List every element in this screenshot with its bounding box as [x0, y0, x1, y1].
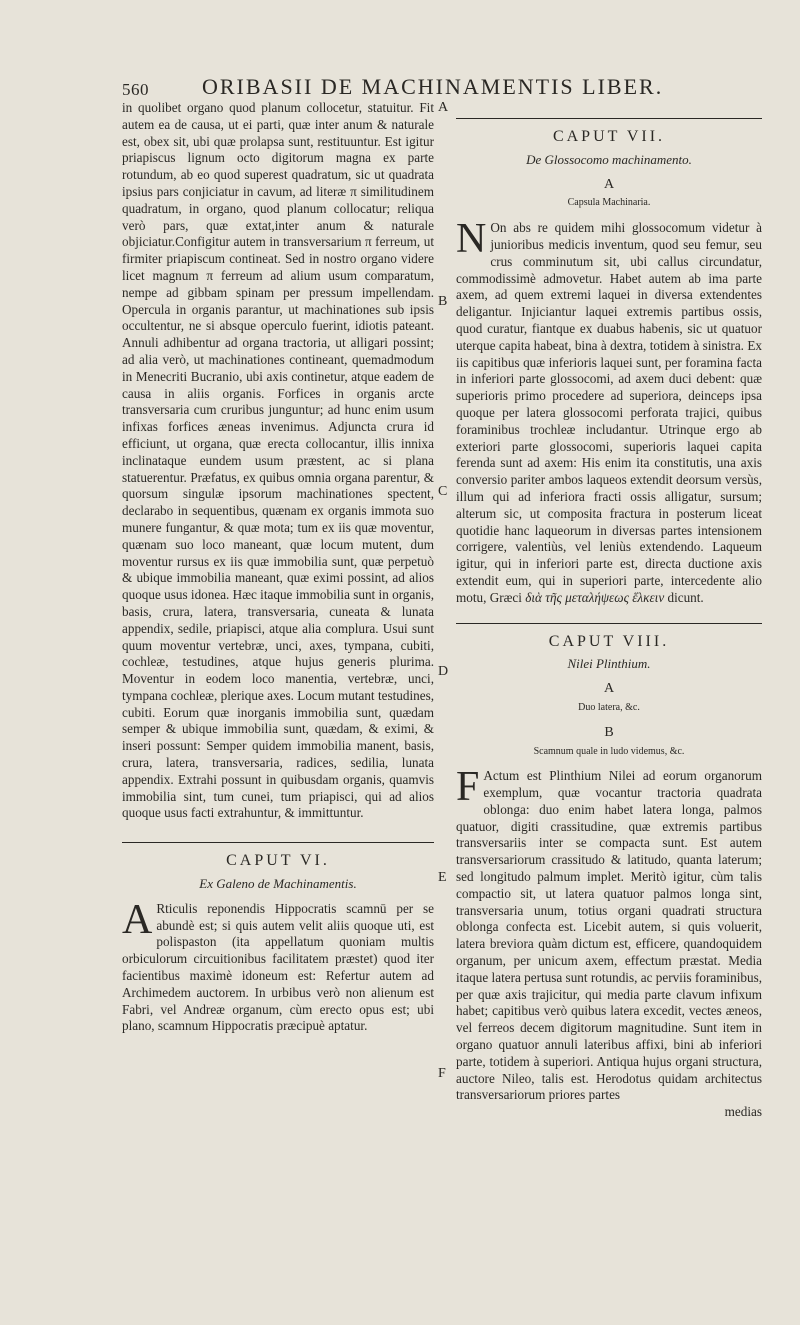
margin-letter-c: C [438, 484, 448, 499]
divider-rule [456, 118, 762, 119]
figure-b1-caption: Duo latera, &c. [578, 701, 640, 713]
chapter-7-title: CAPUT VII. [552, 128, 666, 145]
margin-letter-e: E [438, 870, 447, 885]
right-column [456, 118, 762, 1121]
greek-phrase: διὰ τῆς μεταλήψεως ἕλκειν [525, 589, 665, 605]
dropcap-a: A [122, 896, 153, 943]
left-column [122, 100, 434, 1035]
chapter-8-paragraph [456, 764, 762, 1104]
figure-a-caption: Capsula Machinaria. [567, 197, 651, 209]
chapter-6-title: CAPUT VI. [226, 852, 330, 870]
divider-rule [456, 623, 762, 624]
margin-letter-f: F [438, 1066, 446, 1081]
chapter-6-text: Rticulis reponendis Hippocratis scamnū per se abundè est; si quis autem velit aliis quoque uti, est polispaston (ita appellatum quoniam multis orbiculorum circuitionibus facilitatem præstet) quod iter facientibus maximè idoneum est: Refertur autem ad Archimedem auctorem. In urbibus verò non alienum est Fabri, vel Andreæ organum, cùm erecto opus est; ubi plano, scamnum Hippocratis præcipuè aptatur. [122, 900, 434, 1034]
running-head: ORIBASII DE MACHINAMENTIS LIBER. [202, 74, 664, 99]
dropcap-n: N [456, 216, 487, 263]
page-number: 560 [122, 80, 149, 99]
catchword: medias [724, 1104, 762, 1120]
margin-letter-b: B [438, 294, 448, 309]
figure-b2-caption: Scamnum quale in ludo videmus, &c. [533, 745, 685, 757]
chapter-8-title: CAPUT VIII. [548, 632, 670, 650]
chapter-6-paragraph [122, 896, 434, 1035]
chapter-7-text-end: dicunt. [667, 589, 704, 605]
chapter-7-paragraph [456, 216, 762, 606]
figure-b2-letter: B [604, 724, 614, 740]
left-text-continued: in quolibet organo quod planum collocetur, statuitur. Fit autem ea de causa, ut ei parti, quæ inter anum & naturale est, obex sit, ubi quæ prolapsa sunt, restituuntur. Est igitur priapiscus lignum octo digitorum magna ex parte rotundum, ab eo quod superest quadratum, sic ut quadrata ipsius pars conjiciatur in cavum, ad literæ π similitudinem quadratum, in organo, quod planum collocatur; reliqua verò pars, quæ extat,inter anum & naturale objiciatur.Configitur autem in transversarium π ferreum, ut firmiter priapiscum contineat. Sed in nostro organo videre licet magnum π ferreum ad alium usum comparatum, nempe ad gibbam spinam per pressum impellendam. Opercula in organis parantur, ut machinationes sub ipsis occultentur, ne si absque operculo fuerint, idiotis pateant. Annuli adhibentur ad organa tractoria, ut alligari possint; ad alia verò, ut machinationes contineant, quemadmodum in Menecriti Bucranio, ubi axis continetur, atque eadem de causa in aliis organis. Forfices in organis arcte transversaria cum cruribus junguntur; ad hunc enim usum infixas forfices æneas invenimus. Adjuncta crura id efficiunt, ut organa, quæ erecta collocantur, illis innixa inclinataque eundem usum præstent, ac si plana statuerentur. Præfatus, ex quibus omnia organa parentur, & quorsum singulæ ipsorum machinationes spectent, declarabo in sequentibus, quænam ex organis immota suo munere fungantur, & quæ mota; tum ex iis quæ moventur, quænam suo loco maneant, quæ locum mutent, dum moventur rursus ex iis quæ immobilia sunt, quæ perpetuò & ubique immobilia maneant, quæ eximi possint, ad alios quoque usus idonea. Hæc itaque immobilia sunt in organis, basis, crura, latera, transversaria, cuneata & lunata appendix, sedile, priapisci, atque alia complura. Usui sunt quum moventur vertebræ, unci, axes, tympana, cubiti, cochleæ, testudines, atque hujus generis plurima. Moventur in eodem loco manentia, vertebræ, unci, tympana cochleæ, plerique axes. Locum mutant testudines, cubiti. Eorum quæ inorganis immobilia sunt, quædam semper & ubique immobilia sunt, quædam, & eximi, & inseri possunt: Semper quidem immobilia manent, basis, crura, latera, transversaria, radices, sedilia, lunata appendix. Extrahi possunt in quibusdam organis, quamvis immobilia sint, tum cunei, tum priapisci, qui ad alios quoque usus facti extrahuntur, & immittuntur. [122, 100, 434, 821]
divider-rule [122, 842, 434, 843]
figure-b1-letter: A [603, 681, 615, 697]
chapter-6-subtitle: Ex Galeno de Machinamentis. [199, 876, 357, 892]
figure-a-letter: A [603, 176, 615, 192]
margin-letter-d: D [438, 664, 449, 679]
chapter-7-text: On abs re quidem mihi glossocomum videtur à junioribus medicis inventum, quod seu femur, seu crus comminutum sit, ubi callus circundatur, commodissimè admovetur. Habet autem ab ima parte axem, ad quem extremi laquei in diversa extendentes deligantur. Injiciantur laquei extremis partibus ossis, quod curatur, fiantque ex duabus habenis, sic ut quatuor uterque capita habeat, bina à dextra, totidem à sinistra. Ex iis capitibus quæ inferioris laquei sunt, per foramina facta in inferiori parte glossocomi, ad axem duci debent: quæ superioris primo procedere ad superiora, deinceps ipsa quoque per latera glossocomi perforata trajici, quibus foraminibus trochleæ includantur. Utrinque ergo ab exteriori parte glossocomi, superioris laquei capita ferenda sunt ad axem: His enim ita constitutis, una axis conversio pariter ambos laqueos extendit deorsum versùs, illum qui ad inferiora fracti ossis alligatur, sursum; alterum sic, ut composita fractura in posterum liceat quotidie hanc laqueorum in diversas partes intensionem corrigere, valentiùs, vel leniùs extendendo. Laqueum igitur, qui in inferiori parte est, directa ductione axis extendit eum, qui in superiori parte, intercedente alio motu, Græci [456, 220, 762, 605]
chapter-8-text: Actum est Plinthium Nilei ad eorum organorum exemplum, quæ vocantur tractoria quadrata oblonga: duo enim habet latera longa, palmos quatuor, digiti crassitudine, quæ extremis partibus transversariis inter se compacta sunt. Est autem transversariorum crassitudo & latitudo, quanta laterum; sed longitudo palmum implet. Meritò igitur, cùm talis compactio sit, ut latera quatuor palmos longa sint, transversaria unum, totius organi quadrati structura oblonga confecta est. Licebit autem, si quis voluerit, latera breviora quàm dictum est, efficere, quandoquidem organum, per unicum axem, effectum præstat. Media itaque latera pertusa sunt rotundis, ac perviis foraminibus, per quæ axis trajicitur, qui media parte clavum infixum habet; capitibus verò quibus latera excedit, vectes æneos, vel ferreos decem digitorum magnitudine. Sunt item in organo quatuor annuli lateribus affixi, bini ab inferiori parte, totidem à superiori. Antiqua hujus organi structura, auctore Nileo, talis est. Herodotus quidam architectus transversariorum priores partes [456, 768, 762, 1103]
chapter-7-subtitle: De Glossocomo machinamento. [526, 151, 692, 167]
dropcap-f: F [456, 764, 480, 811]
margin-letter-a: A [438, 100, 449, 115]
chapter-8-subtitle: Nilei Plinthium. [567, 656, 651, 672]
